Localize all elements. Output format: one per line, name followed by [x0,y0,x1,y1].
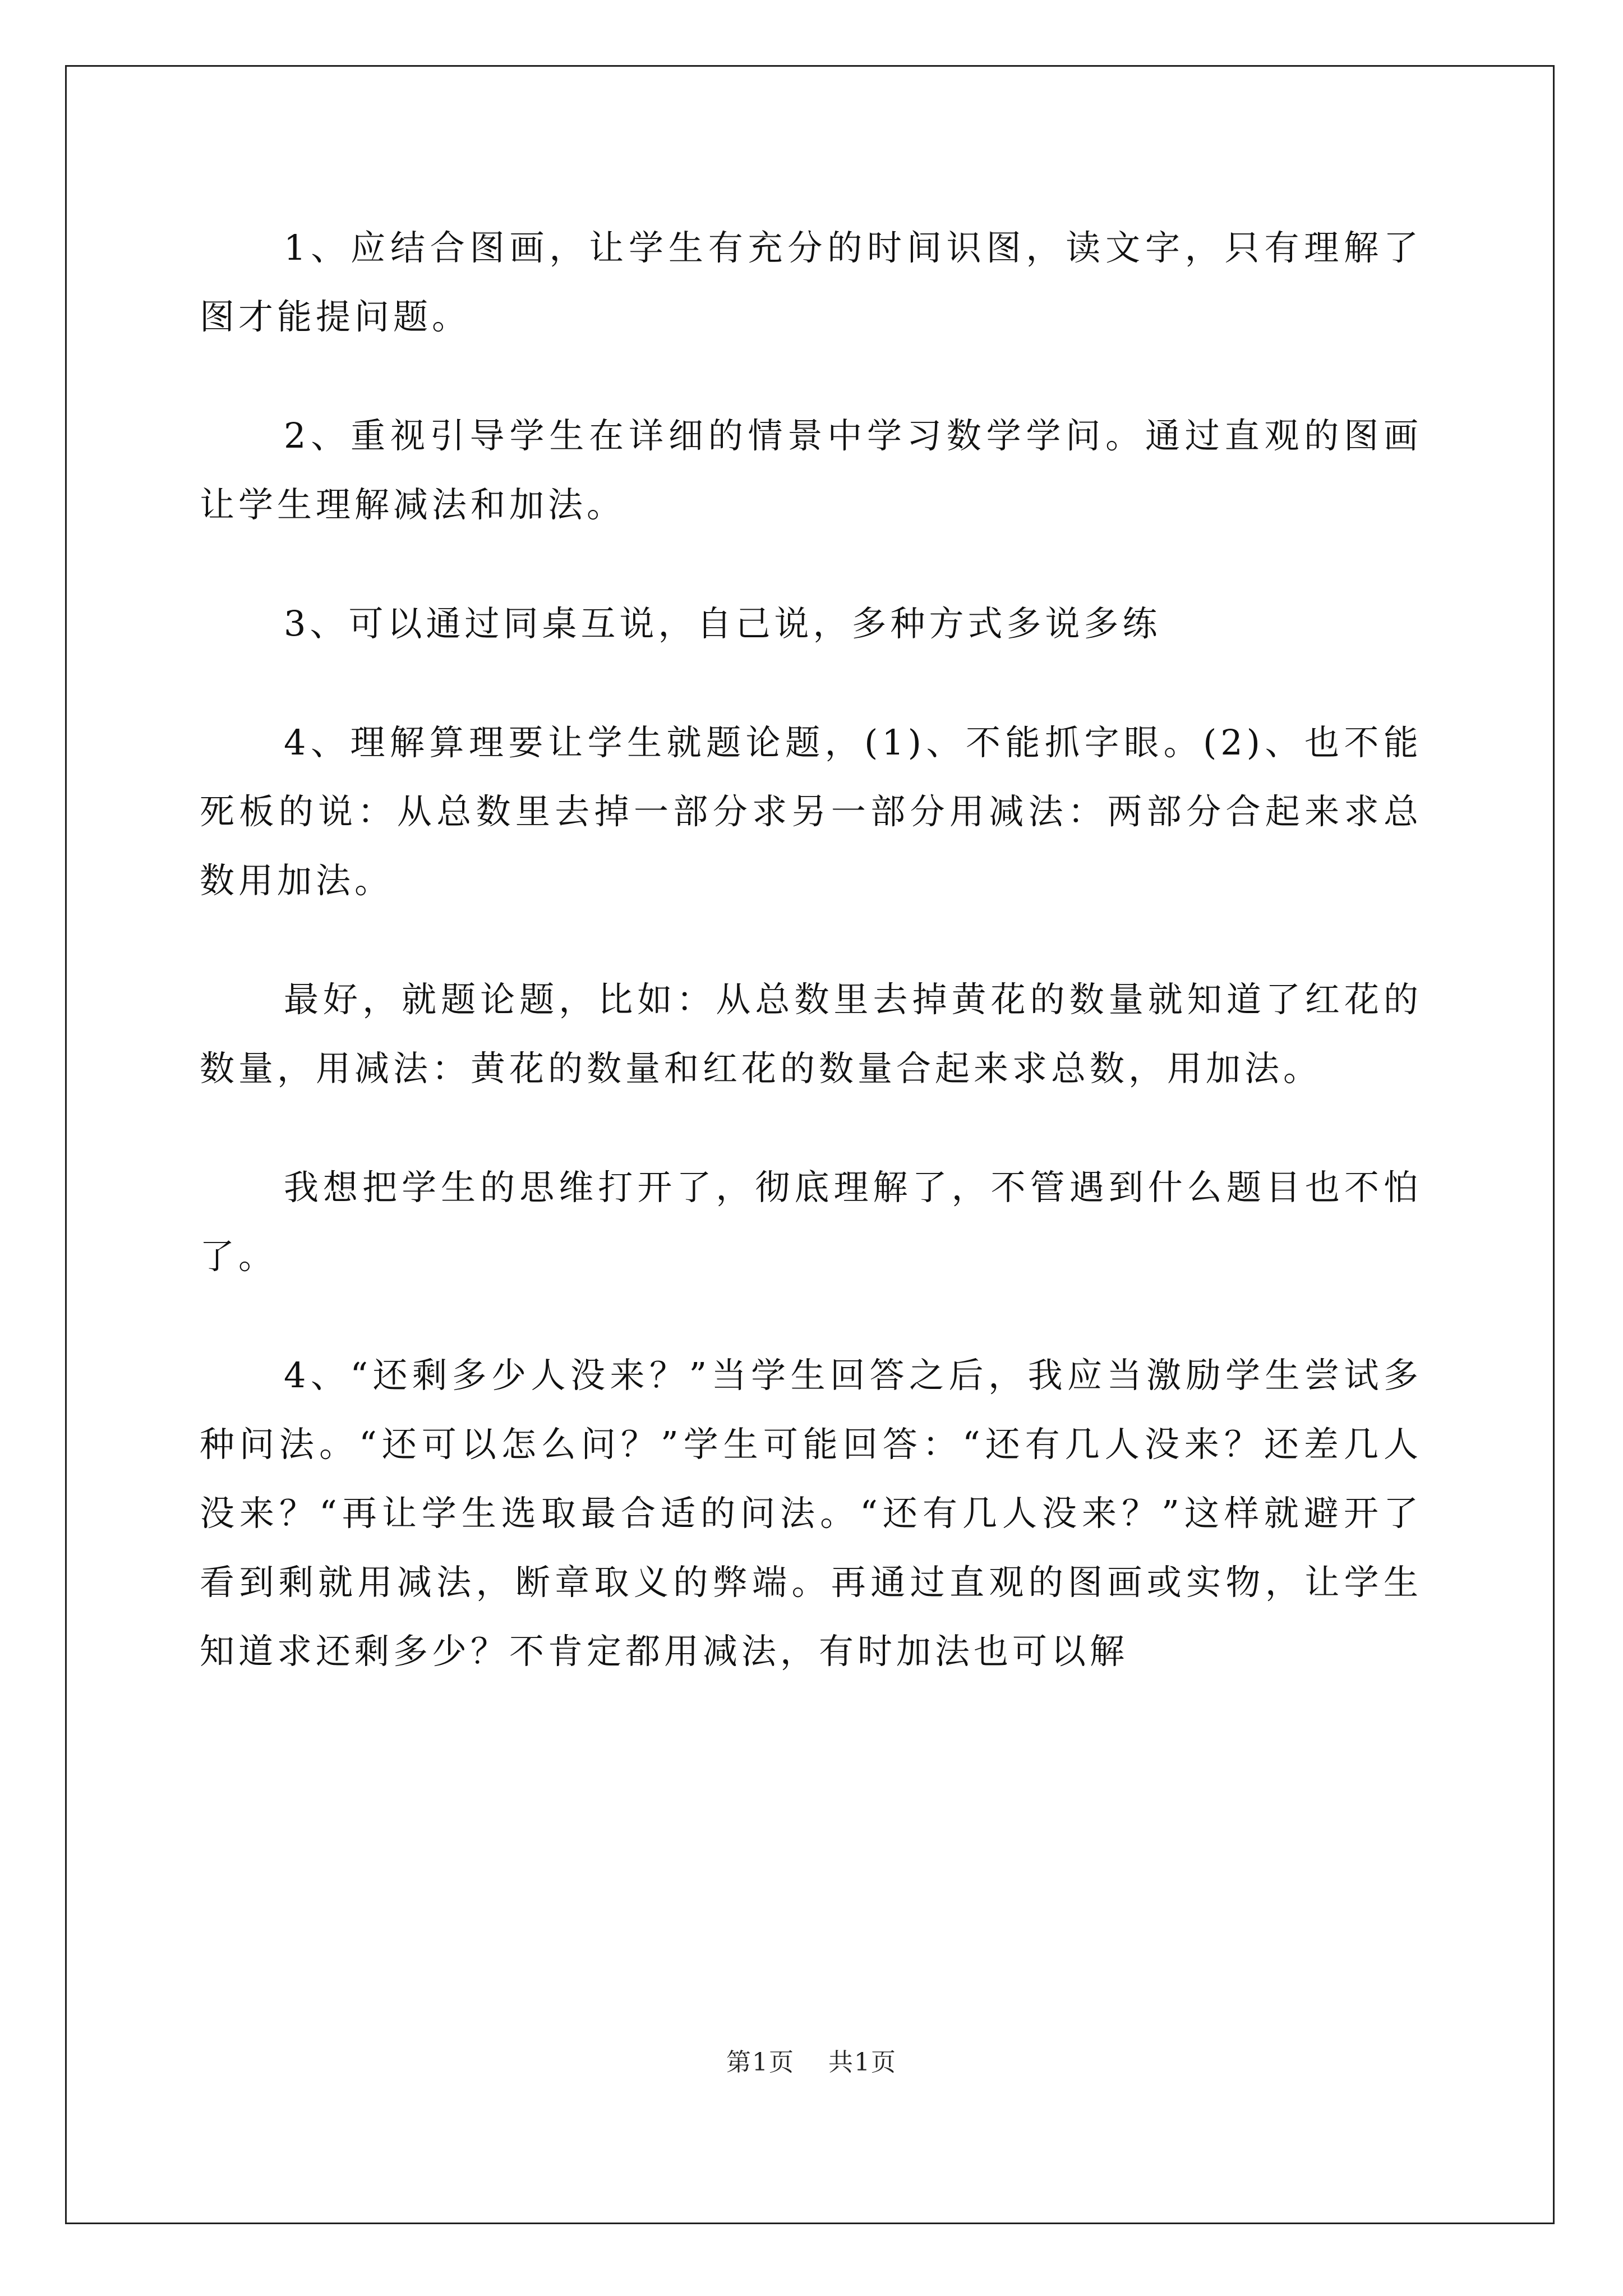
paragraph-5: 最好，就题论题，比如：从总数里去掉黄花的数量就知道了红花的数量，用减法：黄花的数量和红花的数量合起来求总数，用加法。 [200,979,1422,1089]
paragraph-1: 1、应结合图画，让学生有充分的时间识图，读文字，只有理解了图才能提问题。 [200,227,1422,337]
paragraph-7: 4、“还剩多少人没来？”当学生回答之后，我应当激励学生尝试多种问法。“还可以怎么问？”学生可能回答：“还有几人没来？还差几人没来？“再让学生选取最合适的问法。“还有几人没来？”这样就避开了看到剩就用减法，断章取义的弊端。再通过直观的图画或实物，让学生知道求还剩多少？不肯定都用减法，有时加法也可以解 [200,1355,1422,1672]
document-body [200,213,1422,1736]
page-footer [0,2042,1623,2078]
paragraph-3: 3、可以通过同桌互说，自己说，多种方式多说多练 [284,603,1161,644]
page-number-total: 共1页 [828,2048,897,2077]
paragraph-6: 我想把学生的思维打开了，彻底理解了，不管遇到什么题目也不怕了。 [200,1167,1422,1277]
paragraph-4: 4、理解算理要让学生就题论题，(1)、不能抓字眼。(2)、也不能死板的说：从总数里去掉一部分求另一部分用减法：两部分合起来求总数用加法。 [200,722,1422,901]
paragraph-2: 2、重视引导学生在详细的情景中学习数学学问。通过直观的图画让学生理解减法和加法。 [200,415,1422,525]
page-number-current: 第1页 [726,2048,795,2077]
